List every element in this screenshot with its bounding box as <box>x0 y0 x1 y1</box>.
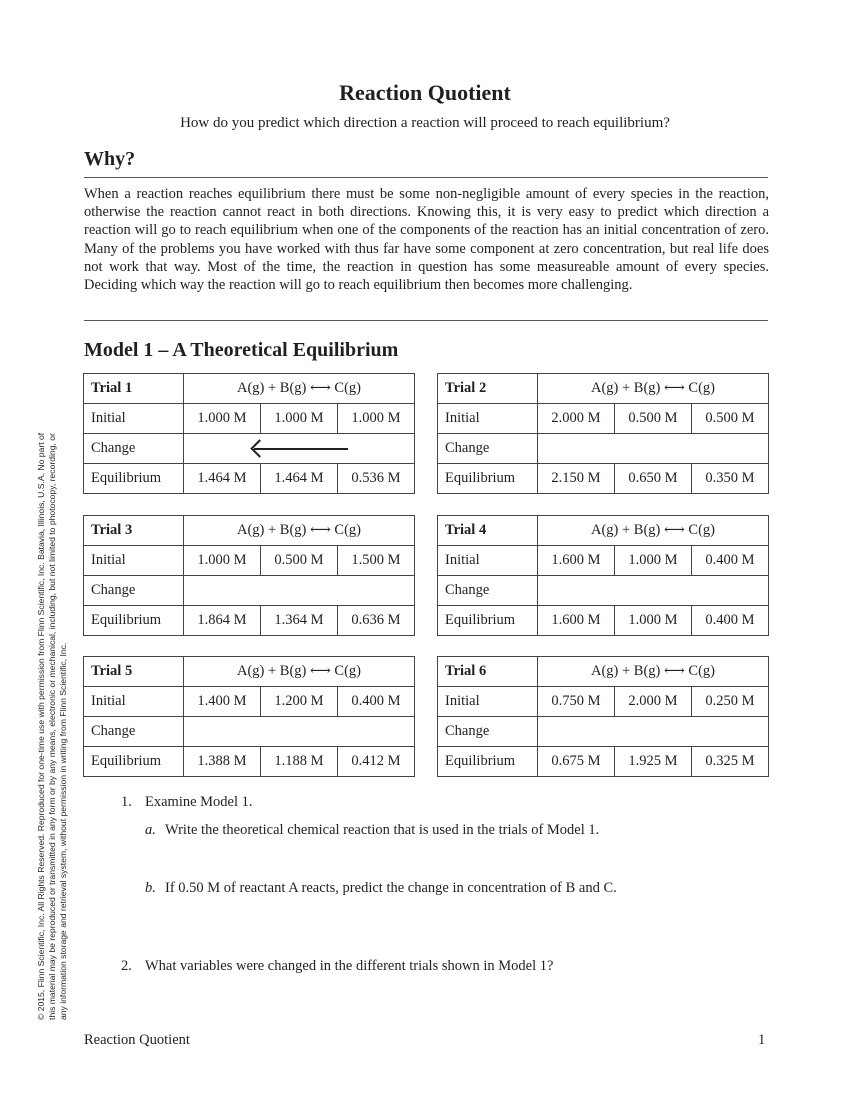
equilibrium-c: 0.400 M <box>692 606 769 636</box>
row-label-initial: Initial <box>438 546 538 576</box>
trial-header-row <box>84 374 415 404</box>
trial-header-row <box>438 374 769 404</box>
equilibrium-a: 2.150 M <box>538 464 615 494</box>
row-label-equilibrium: Equilibrium <box>438 464 538 494</box>
question-2-text: What variables were changed in the different trials shown in Model 1? <box>145 958 554 974</box>
initial-c: 1.500 M <box>338 546 415 576</box>
initial-row <box>438 687 769 717</box>
initial-b: 1.000 M <box>261 404 338 434</box>
change-row <box>84 434 415 464</box>
equilibrium-c: 0.325 M <box>692 747 769 777</box>
initial-row <box>84 546 415 576</box>
row-label-initial: Initial <box>84 546 184 576</box>
page-title: Reaction Quotient <box>339 80 511 105</box>
initial-row <box>84 687 415 717</box>
question-1-text: Examine Model 1. <box>145 794 253 810</box>
equilibrium-a: 1.600 M <box>538 606 615 636</box>
trial-label: Trial 4 <box>438 516 538 546</box>
trial-header-row <box>438 516 769 546</box>
row-label-change: Change <box>84 576 184 606</box>
change-cell <box>538 434 769 464</box>
row-label-change: Change <box>84 434 184 464</box>
initial-c: 0.400 M <box>692 546 769 576</box>
change-row <box>84 717 415 747</box>
initial-c: 0.250 M <box>692 687 769 717</box>
row-label-change: Change <box>438 576 538 606</box>
copyright-notice <box>36 320 69 1020</box>
equilibrium-b: 0.650 M <box>615 464 692 494</box>
equilibrium-b: 1.925 M <box>615 747 692 777</box>
equilibrium-b: 1.188 M <box>261 747 338 777</box>
change-cell <box>184 576 415 606</box>
question-2-number: 2. <box>121 958 132 974</box>
trial-table-3 <box>83 515 415 636</box>
initial-b: 1.000 M <box>615 546 692 576</box>
initial-a: 1.600 M <box>538 546 615 576</box>
equilibrium-a: 1.464 M <box>184 464 261 494</box>
question-1a-text: Write the theoretical chemical reaction that is used in the trials of Model 1. <box>165 822 600 838</box>
trial-header-row <box>84 657 415 687</box>
equilibrium-b: 1.464 M <box>261 464 338 494</box>
why-heading: Why? <box>84 148 136 170</box>
row-label-change: Change <box>438 717 538 747</box>
row-label-equilibrium: Equilibrium <box>438 747 538 777</box>
question-1-number: 1. <box>121 794 132 810</box>
copyright-line: this material may be reproduced or transmitted in any form or by any means, electronic or mechanical, including, but not limited to photocopy, recording, or <box>47 433 57 1020</box>
initial-row <box>84 404 415 434</box>
initial-b: 2.000 M <box>615 687 692 717</box>
left-arrow-icon <box>254 448 348 450</box>
equilibrium-row <box>438 747 769 777</box>
trial-label: Trial 3 <box>84 516 184 546</box>
equilibrium-row <box>84 464 415 494</box>
equilibrium-row <box>438 464 769 494</box>
initial-a: 1.400 M <box>184 687 261 717</box>
row-label-change: Change <box>438 434 538 464</box>
equilibrium-c: 0.350 M <box>692 464 769 494</box>
reaction-equation: A(g) + B(g) ⟷ C(g) <box>184 374 415 404</box>
question-1b <box>145 880 617 897</box>
equilibrium-a: 1.864 M <box>184 606 261 636</box>
initial-row <box>438 404 769 434</box>
initial-c: 0.400 M <box>338 687 415 717</box>
initial-c: 1.000 M <box>338 404 415 434</box>
initial-a: 1.000 M <box>184 546 261 576</box>
change-row <box>84 576 415 606</box>
divider <box>84 320 768 321</box>
trial-table-6 <box>437 656 769 777</box>
reaction-equation: A(g) + B(g) ⟷ C(g) <box>538 374 769 404</box>
trial-table-1 <box>83 373 415 494</box>
row-label-equilibrium: Equilibrium <box>84 464 184 494</box>
trial-header-row <box>84 516 415 546</box>
trial-header-row <box>438 657 769 687</box>
divider <box>84 177 768 178</box>
equilibrium-c: 0.536 M <box>338 464 415 494</box>
initial-b: 0.500 M <box>261 546 338 576</box>
model-heading: Model 1 – A Theoretical Equilibrium <box>84 339 399 361</box>
why-paragraph-text: When a reaction reaches equilibrium there must be some non-negligible amount of every species in the reaction, otherwise the reaction cannot react in both directions. Knowing this, it is very easy to predict which direction a reaction will go to reach equilibrium when one of the components of the reaction has an initial concentration of zero. Many of the problems you have worked with thus far have some component at zero concentration, but real life does not work that way. Most of the time, the reaction in question has some measureable amount of every species. Deciding which way the reaction will go to reach equilibrium then becomes more challenging. <box>84 186 769 294</box>
change-row <box>438 434 769 464</box>
equilibrium-a: 1.388 M <box>184 747 261 777</box>
initial-a: 0.750 M <box>538 687 615 717</box>
initial-c: 0.500 M <box>692 404 769 434</box>
change-row <box>438 576 769 606</box>
trial-table-2 <box>437 373 769 494</box>
question-1a-letter: a. <box>145 822 156 838</box>
question-2 <box>121 958 553 975</box>
why-paragraph <box>84 185 769 294</box>
reaction-equation: A(g) + B(g) ⟷ C(g) <box>184 657 415 687</box>
trial-label: Trial 1 <box>84 374 184 404</box>
change-cell <box>538 717 769 747</box>
change-cell <box>184 717 415 747</box>
equilibrium-row <box>84 606 415 636</box>
initial-b: 0.500 M <box>615 404 692 434</box>
change-row <box>438 717 769 747</box>
page-number: 1 <box>758 1032 766 1048</box>
trial-table-4 <box>437 515 769 636</box>
question-1 <box>121 794 253 811</box>
reaction-equation: A(g) + B(g) ⟷ C(g) <box>538 657 769 687</box>
question-1b-text: If 0.50 M of reactant A reacts, predict the change in concentration of B and C. <box>165 880 617 896</box>
equilibrium-row <box>84 747 415 777</box>
equilibrium-row <box>438 606 769 636</box>
page-subtitle: How do you predict which direction a reaction will proceed to reach equilibrium? <box>180 115 670 131</box>
initial-a: 2.000 M <box>538 404 615 434</box>
initial-row <box>438 546 769 576</box>
row-label-initial: Initial <box>84 404 184 434</box>
reaction-equation: A(g) + B(g) ⟷ C(g) <box>184 516 415 546</box>
copyright-line: any information storage and retrieval system, without permission in writing from Flinn Scientific, Inc. <box>58 642 68 1020</box>
initial-b: 1.200 M <box>261 687 338 717</box>
question-1b-letter: b. <box>145 880 156 896</box>
row-label-change: Change <box>84 717 184 747</box>
copyright-line: © 2015, Flinn Scientific, Inc. All Rights Reserved. Reproduced for one-time use with permission from Flinn Scientific, Inc. Batavia, Illinois, U.S.A. No part of <box>36 432 46 1020</box>
question-1a <box>145 822 599 839</box>
reaction-equation: A(g) + B(g) ⟷ C(g) <box>538 516 769 546</box>
trial-label: Trial 6 <box>438 657 538 687</box>
equilibrium-b: 1.364 M <box>261 606 338 636</box>
row-label-equilibrium: Equilibrium <box>84 747 184 777</box>
row-label-initial: Initial <box>438 404 538 434</box>
equilibrium-c: 0.636 M <box>338 606 415 636</box>
initial-a: 1.000 M <box>184 404 261 434</box>
equilibrium-a: 0.675 M <box>538 747 615 777</box>
trial-table-5 <box>83 656 415 777</box>
equilibrium-c: 0.412 M <box>338 747 415 777</box>
row-label-initial: Initial <box>438 687 538 717</box>
row-label-initial: Initial <box>84 687 184 717</box>
footer-title: Reaction Quotient <box>84 1032 190 1048</box>
trial-label: Trial 5 <box>84 657 184 687</box>
row-label-equilibrium: Equilibrium <box>84 606 184 636</box>
row-label-equilibrium: Equilibrium <box>438 606 538 636</box>
change-cell <box>538 576 769 606</box>
trial-label: Trial 2 <box>438 374 538 404</box>
equilibrium-b: 1.000 M <box>615 606 692 636</box>
change-cell <box>184 434 415 464</box>
